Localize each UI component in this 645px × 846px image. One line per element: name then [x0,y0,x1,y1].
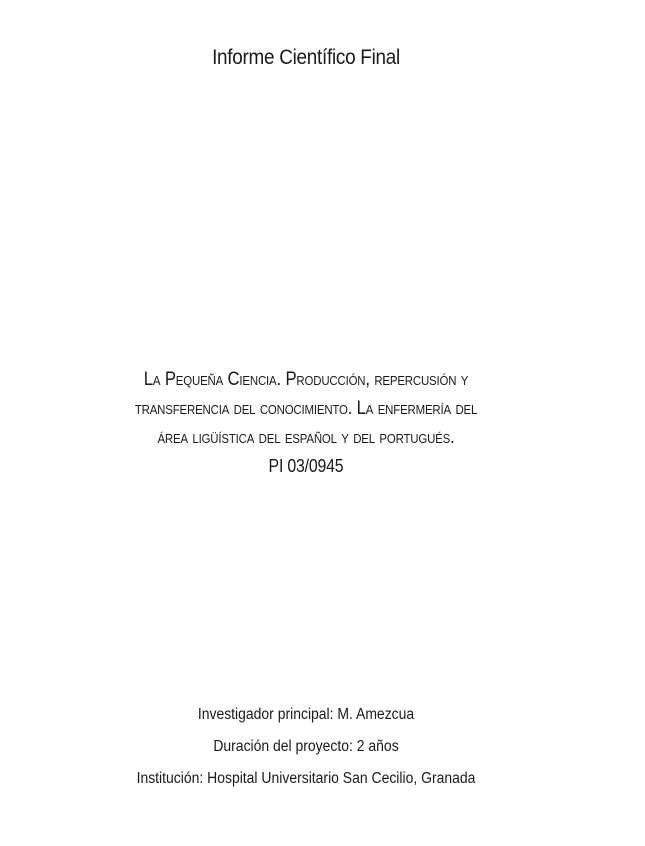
project-code: PI 03/0945 [268,456,344,476]
project-title-line-2: transferencia del conocimiento. La enfermería del [134,398,478,419]
principal-investigator: Investigador principal: M. Amezcua [197,706,415,723]
report-type-heading: Informe Científico Final [212,46,400,69]
project-duration: Duración del proyecto: 2 años [213,738,399,755]
project-title-line-3: área ligüística del español y del portugués. [157,427,455,448]
project-title [0,365,612,481]
institution: Institución: Hospital Universitario San Cecilio, Granada [136,770,476,787]
project-title-line-1: La Pequeña Ciencia. Producción, repercusión y [143,369,469,390]
project-info [0,699,612,795]
